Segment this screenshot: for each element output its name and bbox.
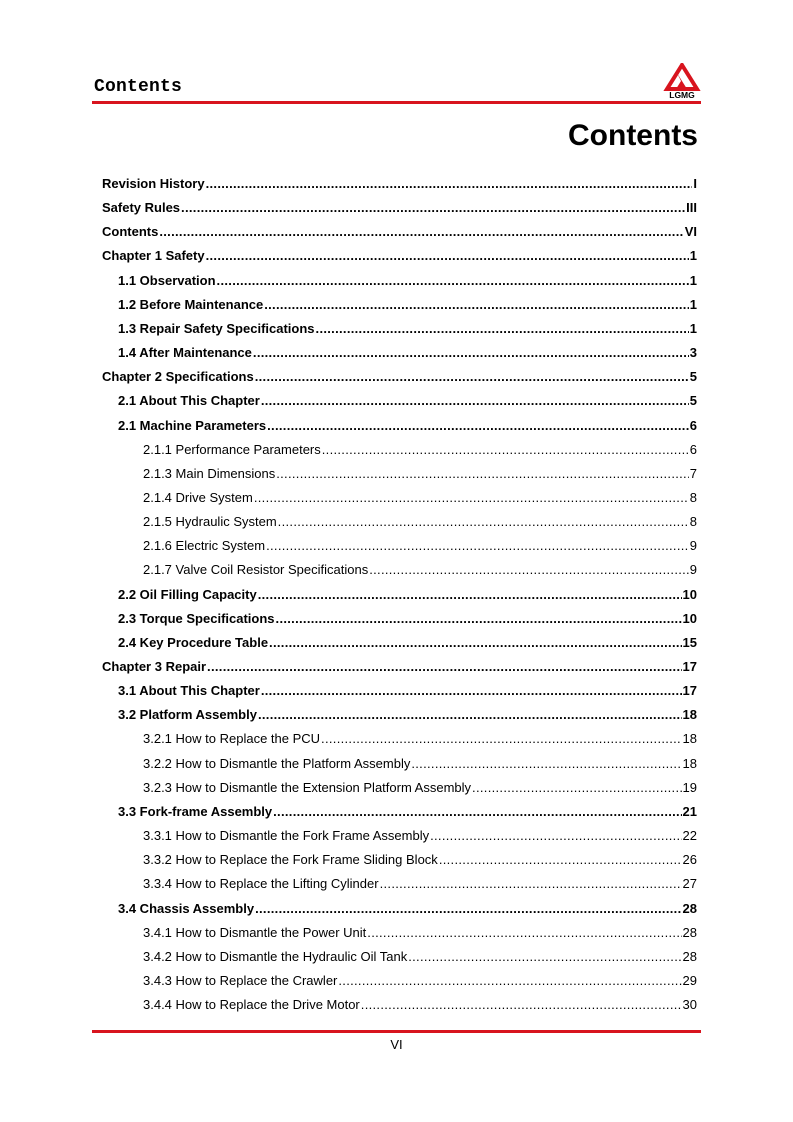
toc-leader-dots (253, 345, 689, 361)
toc-entry[interactable] (118, 603, 697, 627)
running-header-title: Contents (94, 77, 183, 97)
toc-entry-title: 3.4.2 How to Dismantle the Hydraulic Oil Tank (143, 948, 408, 964)
toc-entry-title: 3.4.4 How to Replace the Drive Motor (143, 997, 360, 1013)
toc-leader-dots (255, 901, 681, 917)
toc-entry-page: 9 (689, 538, 697, 554)
toc-entry-page: 5 (689, 393, 697, 409)
toc-entry-page: 18 (682, 707, 697, 723)
toc-leader-dots (254, 490, 689, 506)
toc-leader-dots (217, 273, 689, 289)
toc-leader-dots (367, 925, 681, 941)
toc-entry[interactable] (143, 458, 697, 482)
toc-leader-dots (338, 973, 681, 989)
toc-entry[interactable] (118, 893, 697, 917)
toc-entry-page: 1 (689, 320, 697, 336)
toc-entry-title: 2.4 Key Procedure Table (118, 634, 269, 650)
toc-leader-dots (267, 418, 689, 434)
toc-entry-title: 2.1.5 Hydraulic System (143, 514, 277, 530)
toc-entry-page: 7 (689, 465, 697, 481)
toc-entry-title: 2.1.4 Drive System (143, 489, 253, 505)
toc-entry[interactable] (143, 434, 697, 458)
toc-entry-title: Revision History (102, 176, 205, 191)
toc-leader-dots (369, 562, 689, 578)
toc-entry[interactable] (143, 941, 697, 965)
toc-leader-dots (206, 176, 693, 192)
toc-entry[interactable] (143, 868, 697, 892)
toc-entry-title: 3.3.2 How to Replace the Fork Frame Sliding Block (143, 852, 438, 868)
toc-entry-title: 2.3 Torque Specifications (118, 610, 275, 626)
toc-entry-title: 3.3.1 How to Dismantle the Fork Frame Assembly (143, 828, 430, 844)
toc-entry-title: 1.4 After Maintenance (118, 345, 252, 361)
toc-entry[interactable] (143, 723, 697, 747)
toc-entry-title: 3.2.1 How to Replace the PCU (143, 731, 321, 747)
toc-entry[interactable] (143, 554, 697, 578)
logo-text: LGMG (669, 90, 695, 99)
toc-entry-title: 3.2 Platform Assembly (118, 707, 257, 723)
toc-entry-title: Chapter 3 Repair (102, 659, 207, 674)
toc-entry[interactable] (102, 651, 697, 675)
toc-entry-page: 1 (689, 272, 697, 288)
toc-leader-dots (159, 224, 683, 240)
toc-leader-dots (316, 321, 689, 337)
toc-leader-dots (322, 442, 689, 458)
toc-entry[interactable] (118, 385, 697, 409)
toc-entry[interactable] (118, 289, 697, 313)
toc-entry-title: Chapter 2 Specifications (102, 369, 254, 385)
toc-entry-page: 28 (682, 900, 697, 916)
toc-entry[interactable] (143, 844, 697, 868)
toc-entry-title: 3.2.2 How to Dismantle the Platform Assembly (143, 755, 411, 771)
toc-leader-dots (361, 997, 682, 1013)
toc-leader-dots (258, 587, 682, 603)
toc-entry-page: 27 (682, 876, 697, 892)
page-number: VI (390, 1037, 403, 1052)
toc-entry[interactable] (143, 482, 697, 506)
toc-entry-page: 22 (682, 828, 697, 844)
toc-entry-page: 15 (682, 634, 697, 650)
toc-entry-title: 3.4 Chassis Assembly (118, 900, 255, 916)
toc-entry-title: 2.1.3 Main Dimensions (143, 465, 276, 481)
toc-entry[interactable] (143, 820, 697, 844)
toc-entry-title: Chapter 1 Safety (102, 248, 205, 264)
toc-leader-dots (258, 707, 682, 723)
toc-entry[interactable] (118, 675, 697, 699)
toc-leader-dots (269, 635, 681, 651)
header-rule (92, 101, 701, 104)
toc-entry-page: 6 (689, 417, 697, 433)
toc-entry[interactable] (118, 796, 697, 820)
toc-entry-title: 3.4.1 How to Dismantle the Power Unit (143, 924, 367, 940)
toc-entry-title: Contents (102, 224, 159, 240)
toc-entry[interactable] (143, 989, 697, 1013)
toc-entry[interactable] (118, 265, 697, 289)
toc-entry[interactable] (143, 965, 697, 989)
toc-entry-page: 17 (682, 659, 697, 674)
footer-rule (92, 1030, 701, 1033)
toc-leader-dots (206, 248, 689, 264)
toc-entry[interactable] (102, 168, 697, 192)
toc-entry-page: 28 (682, 948, 697, 964)
toc-entry-page: 8 (689, 489, 697, 505)
toc-leader-dots (411, 756, 681, 772)
toc-entry-title: 2.1.1 Performance Parameters (143, 441, 321, 457)
toc-entry[interactable] (118, 313, 697, 337)
toc-leader-dots (181, 200, 685, 216)
toc-entry-title: 3.3 Fork-frame Assembly (118, 803, 273, 819)
toc-entry-title: 3.2.3 How to Dismantle the Extension Platform Assembly (143, 779, 472, 795)
toc-entry[interactable] (143, 748, 697, 772)
toc-leader-dots (276, 611, 682, 627)
toc-entry-title: 1.1 Observation (118, 272, 216, 288)
toc-entry-title: Safety Rules (102, 200, 181, 216)
toc-entry-page: 18 (682, 755, 697, 771)
toc-entry-title: 3.1 About This Chapter (118, 683, 260, 699)
toc-leader-dots (408, 949, 681, 965)
toc-leader-dots (430, 828, 681, 844)
toc-entry[interactable] (102, 240, 697, 264)
toc-entry-page: 18 (682, 731, 697, 747)
toc-entry-title: 2.2 Oil Filling Capacity (118, 586, 257, 602)
toc-leader-dots (472, 780, 681, 796)
toc-entry-title: 1.3 Repair Safety Specifications (118, 320, 315, 336)
toc-entry-page: 21 (682, 803, 697, 819)
toc-entry-title: 2.1.7 Valve Coil Resistor Specifications (143, 562, 369, 578)
toc-entry[interactable] (118, 579, 697, 603)
toc-entry[interactable] (118, 627, 697, 651)
toc-entry-page: 17 (682, 683, 697, 699)
page-title: Contents (568, 119, 698, 152)
toc-leader-dots (255, 369, 689, 385)
toc-entry-page: 26 (682, 852, 697, 868)
toc-entry-page: 28 (682, 924, 697, 940)
toc-entry[interactable] (143, 506, 697, 530)
toc-entry-page: 10 (682, 586, 697, 602)
toc-leader-dots (380, 876, 682, 892)
toc-entry[interactable] (118, 699, 697, 723)
toc-entry-page: 6 (689, 441, 697, 457)
toc-entry[interactable] (102, 361, 697, 385)
toc-entry-page: 9 (689, 562, 697, 578)
toc-entry[interactable] (118, 410, 697, 434)
toc-leader-dots (264, 297, 689, 313)
toc-leader-dots (266, 538, 689, 554)
toc-entry-title: 2.1.6 Electric System (143, 538, 266, 554)
toc-entry-title: 3.4.3 How to Replace the Crawler (143, 972, 338, 988)
toc-entry[interactable] (102, 192, 697, 216)
toc-leader-dots (321, 731, 681, 747)
toc-leader-dots (261, 393, 689, 409)
toc-entry-title: 1.2 Before Maintenance (118, 296, 264, 312)
toc-leader-dots (273, 804, 681, 820)
toc-leader-dots (261, 683, 682, 699)
toc-entry[interactable] (102, 216, 697, 240)
toc-entry-page: 1 (689, 296, 697, 312)
toc-leader-dots (278, 514, 689, 530)
toc-leader-dots (276, 466, 689, 482)
toc-entry[interactable] (143, 772, 697, 796)
toc-entry-title: 2.1 About This Chapter (118, 393, 260, 409)
toc-entry-page: 30 (682, 997, 697, 1013)
toc-entry-page: 8 (689, 514, 697, 530)
lgmg-logo (663, 63, 701, 99)
toc-entry-page: VI (684, 224, 697, 240)
toc-entry[interactable] (118, 337, 697, 361)
toc-entry-page: III (686, 200, 697, 216)
toc-entry-page: 3 (689, 345, 697, 361)
toc-entry-title: 3.3.4 How to Replace the Lifting Cylinder (143, 876, 379, 892)
toc-entry-page: 5 (689, 369, 697, 385)
toc-entry[interactable] (143, 530, 697, 554)
toc-leader-dots (207, 659, 681, 675)
toc-entry-page: 1 (689, 248, 697, 264)
toc-entry-page: I (693, 176, 697, 191)
toc-entry[interactable] (143, 917, 697, 941)
toc-entry-page: 10 (682, 610, 697, 626)
toc-entry-title: 2.1 Machine Parameters (118, 417, 267, 433)
toc-entry-page: 19 (682, 779, 697, 795)
toc-entry-page: 29 (682, 972, 697, 988)
toc-leader-dots (439, 852, 682, 868)
